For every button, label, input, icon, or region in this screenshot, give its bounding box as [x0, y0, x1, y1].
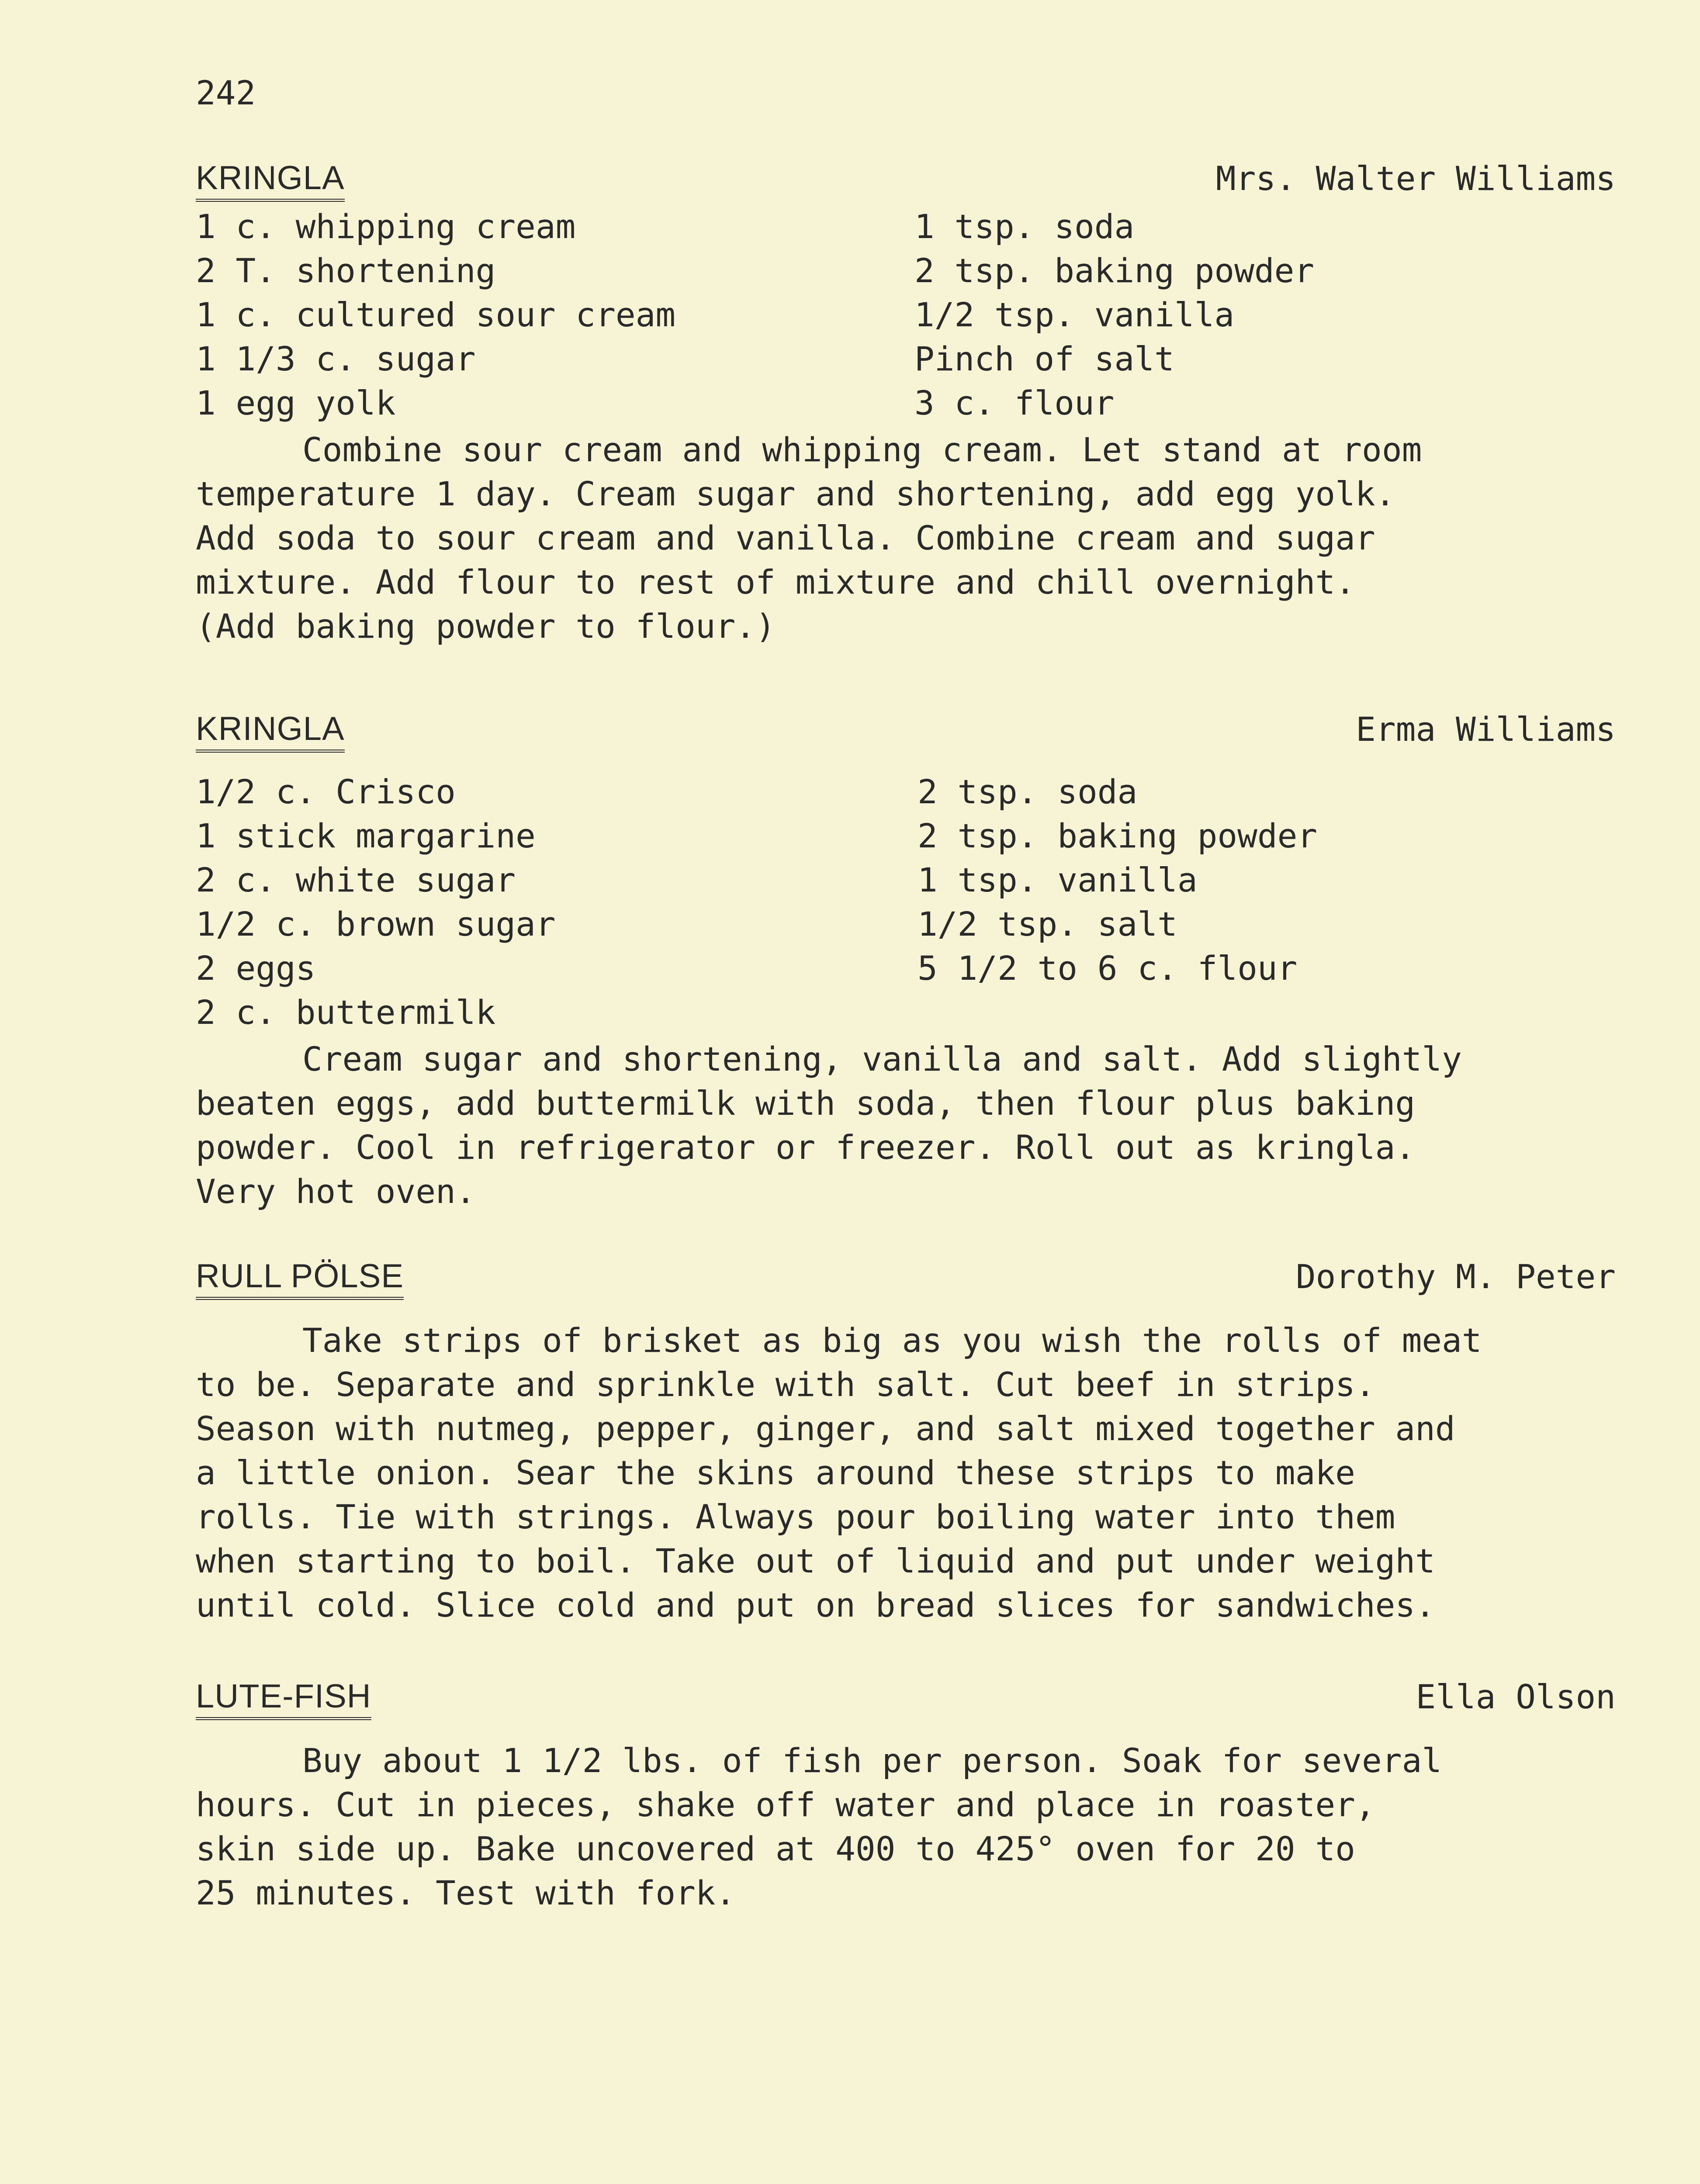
ingredient-list	[196, 207, 1616, 428]
ingredient: 1 c. cultured sour cream	[196, 295, 676, 334]
instruction-line: when starting to boil. Take out of liquid and put under weight	[196, 1541, 1435, 1580]
instruction-line: skin side up. Bake uncovered at 400 to 425° oven for 20 to	[196, 1829, 1355, 1868]
recipe-rull-polse	[196, 1257, 1616, 1627]
ingredient: 2 c. buttermilk	[196, 993, 496, 1032]
ingredient: 1 egg yolk	[196, 384, 396, 422]
instruction-line: Take strips of brisket as big as you wish the rolls of meat	[302, 1321, 1482, 1360]
ingredient-list	[196, 772, 1616, 1037]
recipe-lute-fish	[196, 1677, 1616, 1915]
instruction-line: beaten eggs, add buttermilk with soda, then flour plus baking	[196, 1084, 1416, 1123]
instruction-line: Very hot oven.	[196, 1172, 476, 1211]
recipe-instructions	[196, 428, 1616, 648]
ingredient: 1/2 c. Crisco	[196, 772, 456, 811]
recipe-title: RULL PÖLSE	[196, 1257, 404, 1300]
recipe-kringla-2	[196, 710, 1616, 1213]
recipe-header	[196, 159, 1616, 207]
instruction-line: hours. Cut in pieces, shake off water and place in roaster,	[196, 1785, 1375, 1824]
instruction-line: mixture. Add flour to rest of mixture and chill overnight.	[196, 563, 1355, 601]
recipe-kringla-1	[196, 159, 1616, 648]
recipe-header	[196, 1257, 1616, 1318]
instruction-line: Buy about 1 1/2 lbs. of fish per person. Soak for several	[302, 1741, 1442, 1780]
ingredient: 5 1/2 to 6 c. flour	[918, 949, 1298, 988]
ingredient: 1/2 c. brown sugar	[196, 905, 556, 943]
instruction-line: (Add baking powder to flour.)	[196, 607, 776, 646]
recipe-instructions	[196, 1738, 1616, 1915]
ingredient: 1 tsp. vanilla	[918, 860, 1198, 899]
instruction-line: powder. Cool in refrigerator or freezer. Roll out as kringla.	[196, 1128, 1416, 1167]
instruction-line: Season with nutmeg, pepper, ginger, and salt mixed together and	[196, 1409, 1455, 1448]
recipe-instructions	[196, 1318, 1616, 1627]
instruction-line: temperature 1 day. Cream sugar and shortening, add egg yolk.	[196, 474, 1395, 513]
page-number: 242	[196, 73, 256, 112]
recipe-author: Dorothy M. Peter	[1295, 1257, 1616, 1296]
instruction-line: Combine sour cream and whipping cream. Let stand at room	[302, 430, 1422, 469]
recipe-author: Mrs. Walter Williams	[1215, 159, 1616, 198]
instruction-line: Cream sugar and shortening, vanilla and salt. Add slightly	[302, 1040, 1462, 1078]
ingredient: 1/2 tsp. vanilla	[914, 295, 1235, 334]
instruction-line: until cold. Slice cold and put on bread slices for sandwiches.	[196, 1586, 1435, 1624]
ingredient: 1 c. whipping cream	[196, 207, 576, 246]
recipe-author: Erma Williams	[1356, 710, 1616, 749]
ingredient: 2 c. white sugar	[196, 860, 516, 899]
ingredient: 1 tsp. soda	[914, 207, 1135, 246]
recipe-title: KRINGLA	[196, 159, 345, 202]
instruction-line: Add soda to sour cream and vanilla. Combine cream and sugar	[196, 518, 1375, 557]
recipe-instructions	[196, 1037, 1616, 1213]
recipe-title: KRINGLA	[196, 710, 345, 753]
ingredient: 1 stick margarine	[196, 816, 536, 855]
recipe-author: Ella Olson	[1416, 1677, 1616, 1716]
instruction-line: to be. Separate and sprinkle with salt. Cut beef in strips.	[196, 1365, 1375, 1404]
instruction-line: rolls. Tie with strings. Always pour boiling water into them	[196, 1497, 1395, 1536]
ingredient: Pinch of salt	[914, 339, 1174, 378]
ingredient: 2 tsp. baking powder	[918, 816, 1318, 855]
instruction-line: 25 minutes. Test with fork.	[196, 1873, 736, 1912]
ingredient: 1 1/3 c. sugar	[196, 339, 476, 378]
ingredient: 2 T. shortening	[196, 251, 496, 290]
recipe-header	[196, 1677, 1616, 1738]
ingredient: 3 c. flour	[914, 384, 1115, 422]
instruction-line: a little onion. Sear the skins around these strips to make	[196, 1453, 1355, 1492]
recipe-header	[196, 710, 1616, 772]
ingredient: 2 eggs	[196, 949, 316, 988]
recipe-title: LUTE-FISH	[196, 1677, 371, 1720]
ingredient: 2 tsp. baking powder	[914, 251, 1315, 290]
ingredient: 1/2 tsp. salt	[918, 905, 1177, 943]
ingredient: 2 tsp. soda	[918, 772, 1138, 811]
